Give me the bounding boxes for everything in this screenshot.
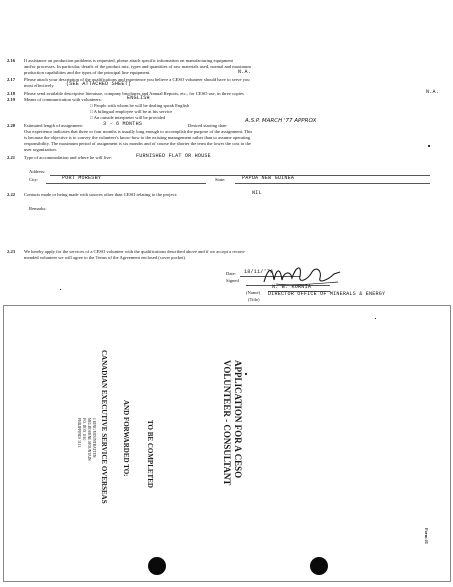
item-number-2-19: 2.19 xyxy=(7,97,16,102)
city-label: City: xyxy=(29,177,39,182)
scan-speck xyxy=(60,289,61,290)
item-2-16-text-line1: If assistance on production problems is requested, please attach specific information on manufacturing equipment xyxy=(24,58,233,63)
item-2-20-start-date: A.S.P. MARCH '77 APPROX xyxy=(245,118,317,124)
item-2-20-text-line2: Our experience indicates that three or four months is usually long enough to accomplish the purpose of the assignment. This xyxy=(24,129,253,134)
item-2-16-text-line2: and/or processes. In particular, details of the product mix, types and quantities of raw materials used, normal and maximum xyxy=(24,64,251,69)
scan-speck xyxy=(428,145,430,147)
remarks-label: Remarks: xyxy=(29,206,47,211)
checkbox-option-3-label: An outside interpreter will be provided xyxy=(93,115,166,120)
date-value: 18/11/'76 xyxy=(244,269,274,275)
signed-label: Signed xyxy=(226,278,239,283)
address-line xyxy=(50,175,430,176)
address-label: Address: xyxy=(29,169,46,174)
binder-hole xyxy=(310,557,328,575)
cover-address-line4: PHILIPPINES 3111 xyxy=(77,418,81,447)
item-2-19-answer: ENGLISH xyxy=(127,95,150,101)
item-2-17-text-line1: Please attach your description of the qualifications and experience you believe a CESO volunteer should have to serve you xyxy=(24,77,250,82)
title-label: (Title) xyxy=(248,297,260,302)
city-line xyxy=(46,183,206,184)
item-2-18-text: Please send available descriptive literature, company brochures and Annual Reports, etc., for CESO use, in three copies xyxy=(24,91,244,96)
item-number-2-17: 2.17 xyxy=(7,77,16,82)
item-2-20-label: Estimated length of assignment: xyxy=(24,123,84,128)
item-2-21-answer: FURNISHED FLAT OR HOUSE xyxy=(136,153,211,159)
state-line xyxy=(235,183,430,184)
item-2-20-text-line5: user organization. xyxy=(24,147,57,152)
item-number-2-16: 2.16 xyxy=(7,58,16,63)
item-number-2-20: 2.20 xyxy=(7,123,16,128)
city-value: PORT MORESBY xyxy=(62,175,102,181)
item-2-20-text-line4: responsibility. The maximum period of assignment is six months and of course the shorter the term the lower the cost to the xyxy=(24,141,251,146)
checkbox-option-3[interactable]: □ An outside interpreter will be provided xyxy=(90,115,166,120)
item-2-23-text-line1: We hereby apply for the services of a CESO volunteer with the qualifications described above and if we accept a recom- xyxy=(24,249,246,254)
cover-complete-line1: TO BE COMPLETED xyxy=(146,420,154,488)
item-2-20-length: 3 - 6 MONTHS xyxy=(103,121,143,127)
item-number-2-21: 2.21 xyxy=(7,155,16,160)
cover-title-line2: VOLUNTEER - CONSULTANT xyxy=(222,360,232,486)
cover-complete-line2: AND FORWARDED TO: xyxy=(122,400,130,477)
item-number-2-23: 2.23 xyxy=(7,249,16,254)
checkbox-option-1-label: People with whom he will be dealing speak English xyxy=(93,103,190,108)
item-2-22-label: Contacts made or being made with sources other than CESO relating to the project: xyxy=(24,192,178,197)
date-label: Date: xyxy=(226,271,236,276)
name-label: (Name) xyxy=(246,290,261,295)
item-2-20-start-label: Desired starting date: xyxy=(188,123,228,128)
item-2-21-label: Type of accommodation and where he will live: xyxy=(24,155,112,160)
cover-organization: CANADIAN EXECUTIVE SERVICE OVERSEAS xyxy=(100,350,108,504)
cover-address-line2: MELBOURNE MOUNTAIN xyxy=(87,418,91,461)
item-number-2-18: 2.18 xyxy=(7,91,16,96)
item-2-17-answer: (SEE ATTACHED SHEET) xyxy=(66,81,132,87)
item-2-23-text-line2: mended volunteer we will agree to the Terms of the Agreement enclosed (cover pocket). xyxy=(24,255,187,260)
binder-hole xyxy=(148,557,166,575)
name-value: N. B. KORNIA xyxy=(272,284,312,290)
item-2-22-answer: NIL xyxy=(252,190,262,196)
state-value: PAPUA NEW GUINEA xyxy=(242,175,295,181)
item-2-16-answer: N.A. xyxy=(238,69,252,75)
cover-address-line1: 1 KING MOUNTBATTEN xyxy=(92,418,96,458)
cover-address-line3: P.O. BOX 1110 xyxy=(82,418,86,441)
item-2-17-text-line2: most effectively. xyxy=(24,83,55,88)
item-2-16-text-line3: production capabilities and the types of the principal line equipment. xyxy=(24,70,151,75)
checkbox-option-2[interactable]: □ A bilingual employee will be at his service xyxy=(90,109,173,114)
cover-title-line1: APPLICATION FOR A CESO xyxy=(233,360,243,479)
item-number-2-22: 2.22 xyxy=(7,192,16,197)
item-2-18-answer: N.A. xyxy=(426,89,440,95)
checkbox-option-2-label: A bilingual employee will be at his service xyxy=(93,109,173,114)
item-2-19-text: Means of communication with volunteers: xyxy=(24,97,102,102)
checkbox-option-1[interactable]: □ People with whom he will be dealing speak English xyxy=(90,103,190,108)
form-number: Form #1 xyxy=(424,528,429,544)
title-value: DIRECTOR OFFICE OF MINERALS & ENERGY xyxy=(268,291,386,297)
state-label: State: xyxy=(215,177,226,182)
item-2-20-text-line3: is because the objective is to convey the volunteer's know-how to the existing management rather than to assume operating xyxy=(24,135,251,140)
